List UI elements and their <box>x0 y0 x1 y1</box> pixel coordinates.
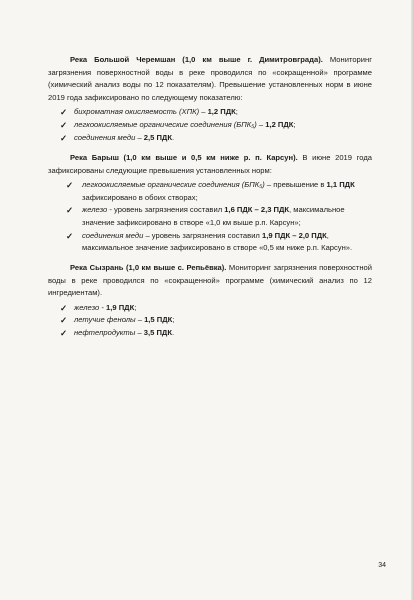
list-item <box>56 204 372 229</box>
item-sep: – <box>135 327 144 337</box>
item-value: 2,5 ПДК <box>143 132 172 142</box>
item-tail: ; <box>134 302 137 312</box>
section-syzran <box>48 262 372 340</box>
item-value: 1,6 ПДК – 2,3 ПДК <box>224 205 290 215</box>
checkmark-icon: ✓ <box>60 119 68 130</box>
section-heading: Река Большой Черемшан (1,0 км выше г. Димитровграда). <box>70 55 323 64</box>
item-value: 1,2 ПДК <box>207 107 236 117</box>
findings-list <box>48 302 372 340</box>
checkmark-icon: ✓ <box>60 302 68 313</box>
item-sep: - <box>99 302 107 312</box>
checkmark-icon: ✓ <box>60 132 68 143</box>
list-item <box>48 119 372 132</box>
item-indicator: соединения меди <box>74 132 136 142</box>
list-item <box>48 132 372 145</box>
item-tail: ; <box>172 315 175 325</box>
item-tail: . <box>171 132 175 142</box>
item-indicator: бихроматная окисляемость (ХПК) <box>74 107 200 117</box>
section-heading: Река Сызрань (1,0 км выше с. Репьёвка). <box>70 263 227 272</box>
checkmark-icon: ✓ <box>60 327 68 338</box>
list-item <box>48 302 372 315</box>
item-indicator: легкоокисляемые органические соединения (БПК₅) <box>74 119 257 129</box>
list-item <box>48 327 372 340</box>
item-value: 1,1 ПДК <box>326 180 355 190</box>
item-sep: – <box>135 315 145 325</box>
section-intro: Мониторинг загрязнения поверхностной воды в реке проводился по «сокращенной» программе (химический анализ по 12 ингредиентам). <box>48 263 372 298</box>
section-intro: Мониторинг загрязнения поверхностной воды в реке проводился по «сокращенной» программе (химический анализ воды по 12 показателям). Превышение установленных норм в июне 2019 года зафиксировано по следующему показателю: <box>48 55 372 102</box>
item-value: 1,9 ПДК – 2,0 ПДК <box>261 230 327 240</box>
section-paragraph <box>48 262 372 300</box>
item-tail: ; <box>293 119 296 129</box>
section-intro: В июне 2019 года зафиксированы следующие превышения установленных норм: <box>48 153 372 175</box>
checkmark-icon: ✓ <box>66 180 74 191</box>
item-indicator: летучие фенолы <box>74 315 136 325</box>
section-paragraph <box>48 54 372 104</box>
section-paragraph <box>48 152 372 177</box>
item-indicator: железо <box>82 205 108 215</box>
list-item <box>56 179 372 204</box>
item-text: , максимальное значение зафиксировано в створе «0,5 км ниже р.п. Карсун». <box>82 230 353 253</box>
item-value: 1,9 ПДК <box>106 302 135 312</box>
section-barysh <box>48 152 372 255</box>
item-indicator: легкоокисляемые органические соединения (БПК₅) <box>82 180 265 190</box>
item-sep: – <box>135 132 144 142</box>
list-item <box>48 314 372 327</box>
item-tail: ; <box>235 107 238 117</box>
item-sep: – <box>199 107 208 117</box>
item-text: - уровень загрязнения составил <box>107 205 225 215</box>
item-indicator: нефтепродукты <box>74 327 136 337</box>
checkmark-icon: ✓ <box>66 230 74 241</box>
page-number: 34 <box>378 562 386 569</box>
findings-list <box>48 106 372 144</box>
item-tail: . <box>171 327 175 337</box>
item-indicator: железо <box>74 302 100 312</box>
checkmark-icon: ✓ <box>66 205 74 216</box>
item-indicator: соединения меди <box>82 230 144 240</box>
item-text: – превышение в <box>264 180 327 190</box>
findings-list <box>48 179 372 255</box>
item-text: – уровень загрязнения составил <box>143 230 262 240</box>
item-text: зафиксировано в обоих створах; <box>82 192 198 202</box>
item-sep: – <box>256 119 266 129</box>
item-value: 3,5 ПДК <box>143 327 172 337</box>
checkmark-icon: ✓ <box>60 107 68 118</box>
checkmark-icon: ✓ <box>60 315 68 326</box>
item-value: 1,2 ПДК <box>265 119 294 129</box>
item-value: 1,5 ПДК <box>144 315 173 325</box>
section-heading: Река Барыш (1,0 км выше и 0,5 км ниже р. п. Карсун). <box>70 153 298 162</box>
list-item <box>56 230 372 255</box>
item-text: , максимальное значение зафиксировано в створе «1,0 км выше р.п. Карсун»; <box>82 205 345 227</box>
section-bolshoy-cheremshan <box>48 54 372 144</box>
list-item <box>48 106 372 119</box>
